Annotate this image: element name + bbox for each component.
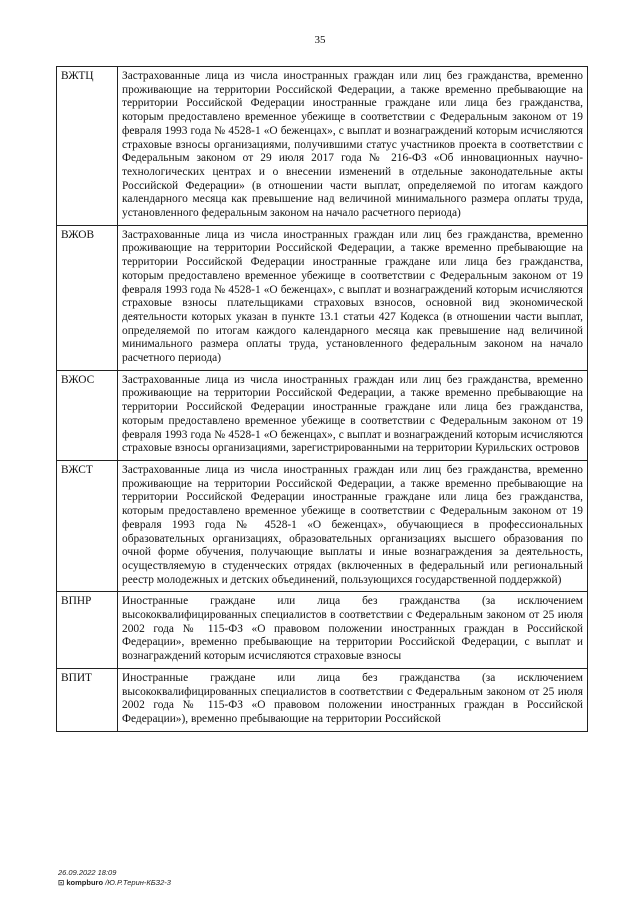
table-row — [57, 592, 588, 669]
table-row — [57, 370, 588, 460]
logo-text: kompburo — [66, 878, 104, 887]
signature-text: /Ю.Р.Терин-КБЗ2-3 — [105, 878, 171, 887]
table-row — [57, 668, 588, 731]
table-row — [57, 67, 588, 226]
category-code: ВЖОВ — [57, 225, 118, 370]
category-description: Застрахованные лица из числа иностранных граждан или лиц без гражданства, временно проживающие на территории Российской Федерации, а также временно пребывающие на территории Российской Федерации иностранные граждане или лица без гражданства, которым предоставлено временное убежище в соответствии с Федеральным законом от 19 февраля 1993 года № 4528-1 «О беженцах», с выплат и вознаграждений которым исчисляются страховые взносы организациями, зарегистрированными на территории Курильских островов — [118, 370, 588, 460]
table-row — [57, 225, 588, 370]
category-code: ВЖТЦ — [57, 67, 118, 226]
category-code: ВЖОС — [57, 370, 118, 460]
print-footer — [58, 868, 171, 888]
category-code: ВПИТ — [57, 668, 118, 731]
category-code: ВЖСТ — [57, 460, 118, 591]
print-source — [58, 878, 171, 888]
category-codes-table — [56, 66, 588, 732]
table-row — [57, 460, 588, 591]
print-timestamp: 26.09.2022 18:09 — [58, 868, 117, 877]
category-description: Застрахованные лица из числа иностранных граждан или лиц без гражданства, временно проживающие на территории Российской Федерации, а также временно пребывающие на территории Российской Федерации иностранные граждане или лица без гражданства, которым предоставлено временное убежище в соответствии с Федеральным законом от 19 февраля 1993 года № 4528-1 «О беженцах», с выплат и вознаграждений которым исчисляются страховые взносы плательщиками страховых взносов, основной вид экономической деятельности которых указан в пункте 13.1 статьи 427 Кодекса (в отношении части выплат, определяемой по итогам каждого календарного месяца как превышение над величиной минимального размера оплаты труда, установленного федеральным законом на начало расчетного периода) — [118, 225, 588, 370]
kompburo-logo-icon: ⊡ — [58, 878, 65, 887]
category-description: Застрахованные лица из числа иностранных граждан или лиц без гражданства, временно проживающие на территории Российской Федерации, а также временно пребывающие на территории Российской Федерации иностранные граждане или лица без гражданства, которым предоставлено временное убежище в соответствии с Федеральным законом от 19 февраля 1993 года № 4528-1 «О беженцах», с выплат и вознаграждений которым исчисляются страховые взносы организациями, получившими статус участников проекта в соответствии с Федеральным законом от 29 июля 2017 года № 216-ФЗ «Об инновационных научно-технологических центрах и о внесении изменений в отдельные законодательные акты Российской Федерации» (в отношении части выплат, определяемой по итогам каждого календарного месяца как превышение над величиной минимального размера оплаты труда, установленного федеральным законом на начало расчетного периода) — [118, 67, 588, 226]
category-description: Застрахованные лица из числа иностранных граждан или лиц без гражданства, временно проживающие на территории Российской Федерации, а также временно пребывающие на территории Российской Федерации иностранные граждане или лица без гражданства, которым предоставлено временное убежище в соответствии с Федеральным законом от 19 февраля 1993 года № 4528-1 «О беженцах», обучающиеся в профессиональных образовательных организациях, образовательных организациях высшего образования по очной форме обучения, получающие выплаты и иные вознаграждения за деятельность, осуществляемую в студенческих отрядах (включенных в федеральный или региональный реестр молодежных и детских объединений, пользующихся государственной поддержкой) — [118, 460, 588, 591]
category-code: ВПНР — [57, 592, 118, 669]
category-description: Иностранные граждане или лица без гражданства (за исключением высококвалифицированных специалистов в соответствии с Федеральным законом от 25 июля 2002 года № 115-ФЗ «О правовом положении иностранных граждан в Российской Федерации», временно пребывающие на территории Российской Федерации, с выплат и вознаграждений которым исчисляются страховые взносы — [118, 592, 588, 669]
category-description: Иностранные граждане или лица без гражданства (за исключением высококвалифицированных специалистов в соответствии с Федеральным законом от 25 июля 2002 года № 115-ФЗ «О правовом положении иностранных граждан в Российской Федерации»), временно пребывающие на территории Российской — [118, 668, 588, 731]
page-number: 35 — [314, 34, 326, 46]
